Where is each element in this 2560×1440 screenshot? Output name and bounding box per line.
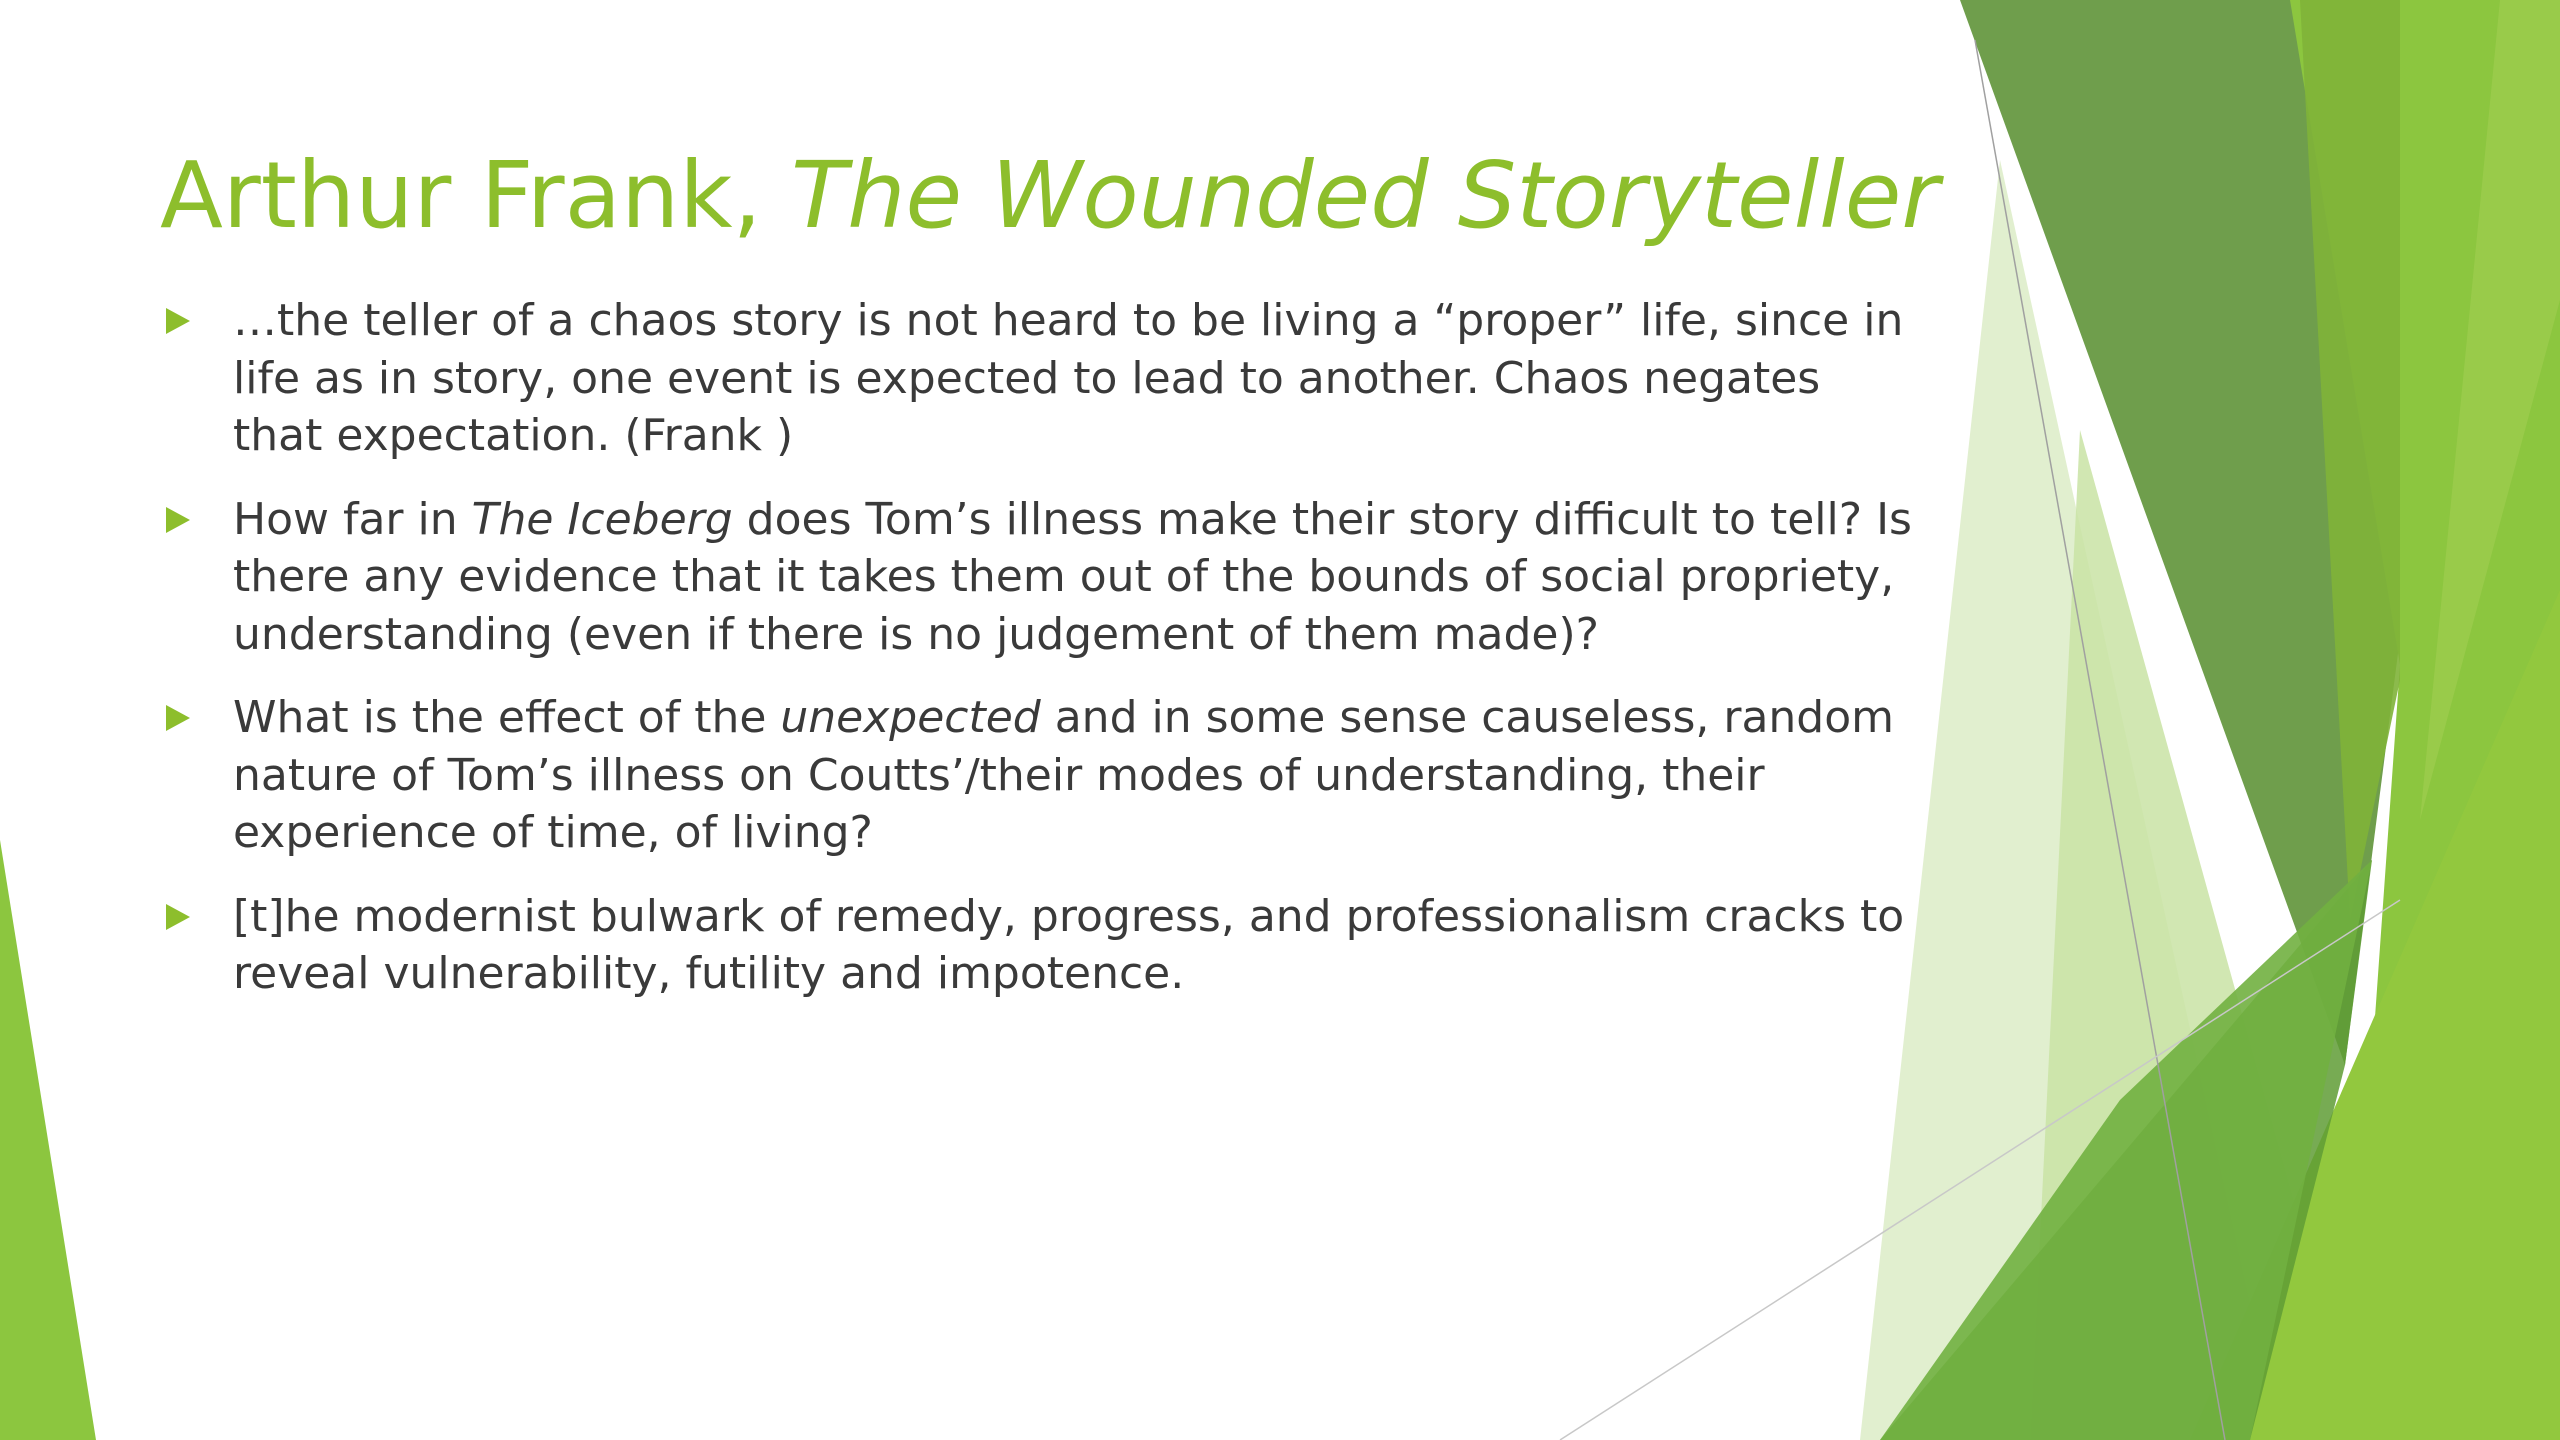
bullet-text-italic: The Iceberg xyxy=(471,493,733,545)
bullet-text-after: does Tom’s illness make their story difficult to tell? Is there any evidence that it takes them out of the bounds of social propriety, understanding (even if there is no judgement of them made)? xyxy=(233,493,1912,660)
slide-title xyxy=(160,138,1939,254)
triangle-bullet-icon xyxy=(166,507,190,533)
bullet-list xyxy=(160,292,1920,1029)
bullet-item xyxy=(160,292,1920,465)
bullet-item xyxy=(160,689,1920,862)
bullet-text: …the teller of a chaos story is not heard to be living a “proper” life, since in life as in story, one event is expected to lead to another. Chaos negates that expectation. (Frank ) xyxy=(233,295,1904,461)
bullet-text-before: How far in xyxy=(233,493,472,545)
left-green-accent xyxy=(0,840,96,1440)
bullet-item xyxy=(160,888,1920,1003)
triangle-bullet-icon xyxy=(166,904,190,930)
bullet-text-before: What is the effect of the xyxy=(233,692,781,743)
bullet-item xyxy=(160,491,1920,664)
triangle-bullet-icon xyxy=(166,705,190,731)
triangle-bullet-icon xyxy=(166,308,190,334)
bullet-text-italic: unexpected xyxy=(780,692,1041,743)
bullet-text: [t]he modernist bulwark of remedy, progress, and professionalism cracks to reveal vulnerability, futility and impotence. xyxy=(233,890,1905,999)
title-author: Arthur Frank, xyxy=(160,142,792,249)
title-book: The Wounded Storyteller xyxy=(791,142,1940,249)
bullet-text-after: and in some sense causeless, random nature of Tom’s illness on Coutts’/their modes of understanding, their experience of time, of living? xyxy=(233,692,1895,858)
